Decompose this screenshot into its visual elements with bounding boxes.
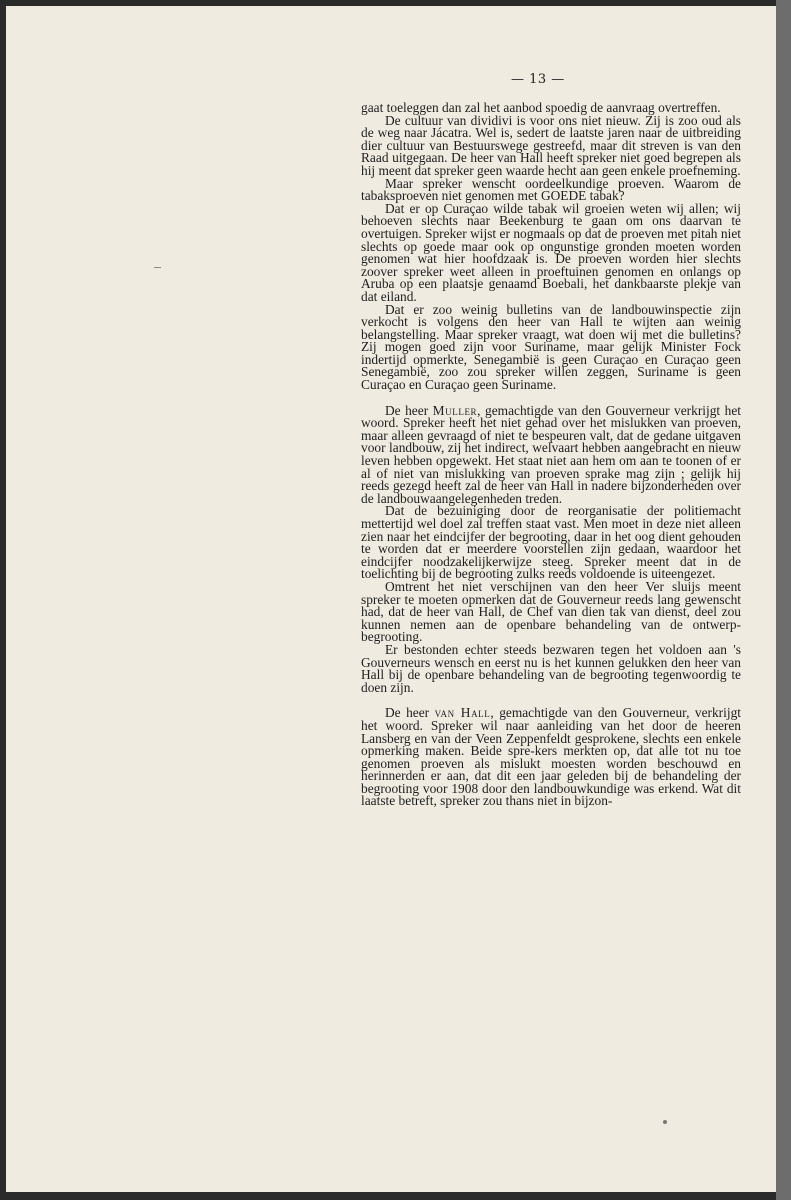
speaker-name: Muller [432, 402, 478, 418]
body-text [361, 102, 741, 808]
paragraph: Maar spreker wenscht oordeelkundige proeven. Waarom de tabaksproeven niet genomen met GOEDE tabak? [361, 175, 741, 204]
paragraph: gaat toeleggen dan zal het aanbod spoedig de aanvraag overtreffen. [361, 100, 721, 115]
margin-mark [154, 267, 161, 268]
speaker-intro: De heer [385, 402, 433, 418]
document-page [6, 6, 776, 1192]
paragraph: Dat er op Curaçao wilde tabak wil groeien weten wij allen; wij behoeven slechts naar Beekenburg te gaan om ons daarvan te overtuigen. Spreker wijst er nogmaals op dat de proeven met pitah niet slechts op goede maar ook op ongunstige gronden moeten worden genomen wat hier hoofdzaak is. De proeven worden hier slechts zoover spreker weet alleen in proeftuinen genomen en onlangs op Aruba op een plaatsje genaamd Boebali, het dankbaarste plekje van dat eiland. [361, 200, 741, 304]
speaker-text: , gemachtigde van den Gouverneur verkrijgt het woord. Spreker heeft het niet gehad over het mislukken van proeven, maar alleen gevraagd of niet te bespeuren valt, dat de gedane uitgaven voor landbouw, zij het indirect, welvaart hebben aangebracht en nieuw leven hebben opgewekt. Het staat niet aan hem om aan te toonen of er al of niet van mislukking van proeven sprake mag zijn ; gelijk hij reeds gezegd heeft zal de heer van Hall in nadere bijzonderheden over de landbouwaangelegenheden treden. [361, 402, 741, 506]
page-number: — 13 — [511, 72, 565, 87]
ink-dot [663, 1120, 667, 1124]
paragraph: Er bestonden echter steeds bezwaren tegen het voldoen aan 's Gouverneurs wensch en eerst nu is het kunnen gelukken den heer van Hall bij de openbare behandeling van de begrooting tegenwoordig te doen zijn. [361, 641, 741, 695]
paragraph-speaker-vanhall [361, 707, 741, 808]
speaker-name: van Hall [434, 705, 491, 721]
paragraph-speaker-muller [361, 402, 741, 506]
paragraph: Omtrent het niet verschijnen van den heer Ver sluijs meent spreker te moeten opmerken dat de Gouverneur reeds lang gewenscht had, dat de heer van Hall, de Chef van dien tak van dienst, deel zou kunnen nemen aan de openbare behandeling van de ontwerp-begrooting. [361, 578, 741, 645]
speaker-intro: De heer [385, 705, 435, 721]
paragraph: Dat er zoo weinig bulletins van de landbouwinspectie zijn verkocht is volgens den heer van Hall te wijten aan weinig belangstelling. Maar spreker vraagt, wat doen wij met die bulletins? Zij mogen goed zijn voor Suriname, maar gelijk Minister Fock indertijd opmerkte, Senegambië is geen Curaçao en Curaçao geen Senegambië, zoo zou spreker willen zeggen, Suriname is geen Curaçao en Curaçao geen Suriname. [361, 301, 741, 393]
scan-edge [776, 0, 791, 1200]
speaker-text: , gemachtigde van den Gouverneur, verkrijgt het woord. Spreker wil naar aanleiding van het door de heeren Lansberg en van der Veen Zeppenfeldt gesprokene, slechts een enkele opmerking maken. Beide spre-kers merkten op, dat alle tot nu toe genomen proeven als mislukt moesten worden beschouwd en herinnerden er aan, dat dit een jaar geleden bij de behandeling der begrooting voor 1908 door den landbouwkundige was erkend. Wat dit laatste betreft, spreker zou thans niet in bijzon- [361, 705, 741, 809]
paragraph: Dat de bezuiniging door de reorganisatie der politiemacht mettertijd wel doel zal treffen staat vast. Men moet in deze niet alleen zien naar het eindcijfer der begrooting, daar in het oog dient gehouden te worden dat er meerdere voorstellen zijn gedaan, waardoor het eindcijfer noodzakelijkerwijze steeg. Spreker meent dat in de toelichting bij de begrooting zulks reeds voldoende is uiteengezet. [361, 503, 741, 582]
paragraph: De cultuur van dividivi is voor ons niet nieuw. Zij is zoo oud als de weg naar Jácatra. Wel is, sedert de laatste jaren naar de uitbreiding dier cultuur van Bestuurswege gestreefd, maar dit streven is van den Raad uitgegaan. De heer van Hall heeft spreker niet goed begrepen als hij meent dat spreker geen waarde hecht aan geen enkele proefneming. [361, 112, 741, 178]
